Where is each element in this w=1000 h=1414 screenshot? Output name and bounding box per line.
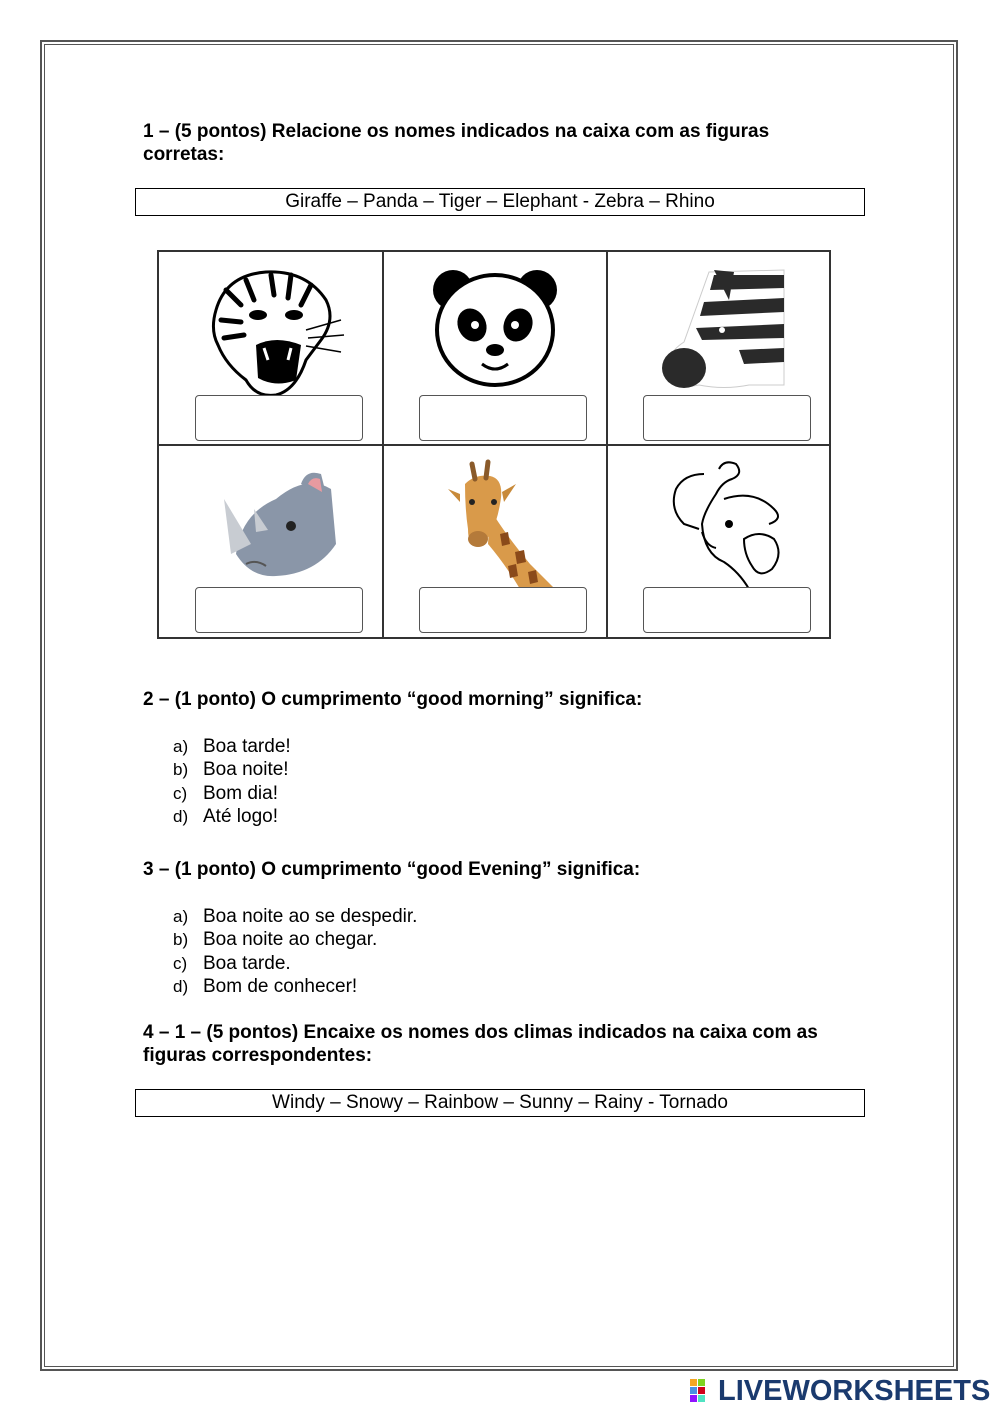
- cell-panda: [383, 252, 607, 445]
- q4-title: 4 – 1 – (5 pontos) Encaixe os nomes dos climas indicados na caixa com as figuras correspondentes:: [143, 1022, 818, 1066]
- q2-option-d[interactable]: d) Até logo!: [173, 805, 278, 827]
- q3-option-d[interactable]: d) Bom de conhecer!: [173, 975, 358, 997]
- q3-option-b[interactable]: b) Boa noite ao chegar.: [173, 929, 378, 951]
- q2-option-a[interactable]: a) Boa tarde!: [173, 736, 291, 757]
- answer-input-elephant[interactable]: [643, 587, 811, 633]
- cell-tiger: [159, 252, 383, 445]
- answer-input-zebra[interactable]: [643, 395, 811, 441]
- liveworksheets-logo[interactable]: [690, 1375, 990, 1407]
- q4-word-box: Windy – Snowy – Rainbow – Sunny – Rainy - Tornado: [135, 1089, 865, 1117]
- q2-option-c[interactable]: c) Bom dia!: [173, 782, 278, 804]
- q3-title: 3 – (1 ponto) O cumprimento “good Evening” significa:: [143, 859, 641, 880]
- zebra-icon: [644, 260, 794, 400]
- rhino-icon: [196, 454, 346, 594]
- answer-input-rhino[interactable]: [195, 587, 363, 633]
- q2-title: 2 – (1 ponto) O cumprimento “good morning” significa:: [143, 689, 643, 710]
- elephant-icon: [644, 454, 794, 594]
- q3-option-c[interactable]: c) Boa tarde.: [173, 952, 291, 974]
- cell-giraffe: [383, 446, 607, 639]
- q2-option-b[interactable]: b) Boa noite!: [173, 759, 289, 781]
- q3-options: [173, 905, 417, 998]
- logo-text: LIVEWORKSHEETS: [718, 1374, 991, 1407]
- answer-input-tiger[interactable]: [195, 395, 363, 441]
- logo-icon: [690, 1379, 714, 1403]
- q3-option-a[interactable]: a) Boa noite ao se despedir.: [173, 906, 418, 927]
- q2-options: [173, 735, 291, 828]
- cell-rhino: [159, 446, 383, 639]
- tiger-icon: [196, 260, 346, 400]
- giraffe-icon: [420, 454, 570, 594]
- answer-input-panda[interactable]: [419, 395, 587, 441]
- q1-word-box: Giraffe – Panda – Tiger – Elephant - Zebra – Rhino: [135, 188, 865, 216]
- cell-zebra: [607, 252, 831, 445]
- answer-input-giraffe[interactable]: [419, 587, 587, 633]
- animal-grid: [157, 250, 831, 639]
- panda-icon: [420, 260, 570, 400]
- q1-title: 1 – (5 pontos) Relacione os nomes indicados na caixa com as figuras corretas:: [143, 121, 770, 165]
- cell-elephant: [607, 446, 831, 639]
